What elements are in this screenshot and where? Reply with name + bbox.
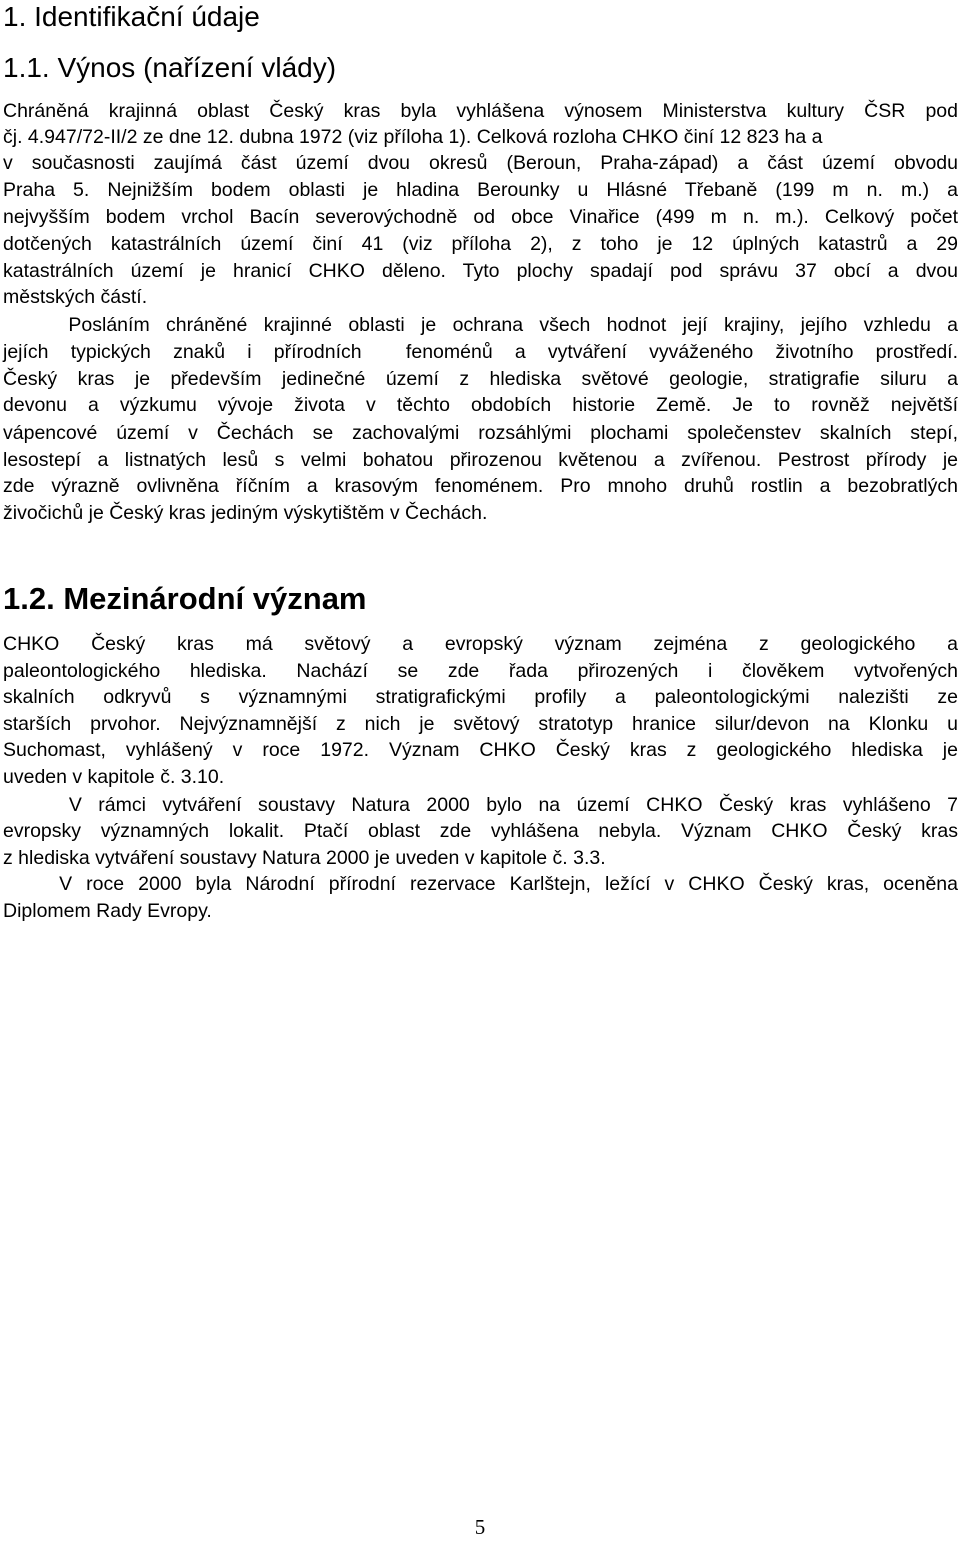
body-line: městských částí. [3,286,148,308]
section-heading-vynos: 1.1. Výnos (nařízení vlády) [3,52,337,83]
body-line: z hlediska vytváření soustavy Natura 2000 je uveden v kapitole č. 3.3. [3,847,606,869]
body-line: lesostepí a listnatých lesů s velmi bohatou přirozenou květenou a zvířenou. Pestrost přírody je [3,449,958,471]
body-line: katastrálních území je hranicí CHKO děleno. Tyto plochy spadají pod správu 37 obcí a dvou [3,260,958,282]
section-heading-mezinarodni-vyznam: 1.2. Mezinárodní význam [3,581,367,616]
body-line: Chráněná krajinná oblast Český kras byla vyhlášena výnosem Ministerstva kultury ČSR pod [3,100,958,122]
body-line: paleontologického hlediska. Nachází se zde řada přirozených i člověkem vytvořených [3,660,958,682]
chapter-title: 1. Identifikační údaje [3,1,260,32]
body-line: evropsky významných lokalit. Ptačí oblast zde vyhlášena nebyla. Význam CHKO Český kras [3,820,958,842]
body-line: Suchomast, vyhlášený v roce 1972. Význam CHKO Český kras z geologického hlediska je [3,739,958,761]
body-line: CHKO Český kras má světový a evropský význam zejména z geologického a [3,633,958,655]
body-line: jejích typických znaků i přírodních fenoménů a vytváření vyváženého životního prostředí. [3,341,958,363]
page-number: 5 [474,1515,486,1539]
body-line: V roce 2000 byla Národní přírodní rezervace Karlštejn, ležící v CHKO Český kras, oceněna [3,873,958,895]
body-line: zde výrazně ovlivněna říčním a krasovým fenoménem. Pro mnoho druhů rostlin a bezobratlých [3,475,958,497]
body-line: V rámci vytváření soustavy Natura 2000 bylo na území CHKO Český kras vyhlášeno 7 [3,794,958,816]
body-line: starších prvohor. Nejvýznamnější z nich je světový stratotyp hranice silur/devon na Klonku u [3,713,958,735]
body-line: Praha 5. Nejnižším bodem oblasti je hladina Berounky u Hlásné Třebaně (199 m n. m.) a [3,179,958,201]
body-line: uveden v kapitole č. 3.10. [3,766,225,788]
body-line: čj. 4.947/72-II/2 ze dne 12. dubna 1972 (viz příloha 1). Celková rozloha CHKO činí 12 823 ha a [3,126,823,148]
body-line: v současnosti zaujímá část území dvou okresů (Beroun, Praha-západ) a část území obvodu [3,152,958,174]
body-line: Diplomem Rady Evropy. [3,900,212,922]
body-line: živočichů je Český kras jediným výskytištěm v Čechách. [3,502,488,524]
body-line: dotčených katastrálních území činí 41 (viz příloha 2), z toho je 12 úplných katastrů a 29 [3,233,958,255]
body-line: vápencové území v Čechách se zachovalými rozsáhlými plochami společenstev skalních stepí, [3,422,958,444]
body-line: nejvyšším bodem vrchol Bacín severovýchodně od obce Vinařice (499 m n. m.). Celkový počet [3,206,958,228]
body-line: Posláním chráněné krajinné oblasti je ochrana všech hodnot její krajiny, jejího vzhledu a [3,314,958,336]
body-line: skalních odkryvů s významnými stratigrafickými profily a paleontologickými nalezišti ze [3,686,958,708]
body-line: devonu a výzkumu vývoje života v těchto obdobích historie Země. Je to rovněž největší [3,394,958,416]
body-line: Český kras je především jedinečné území z hlediska světové geologie, stratigrafie siluru a [3,368,958,390]
